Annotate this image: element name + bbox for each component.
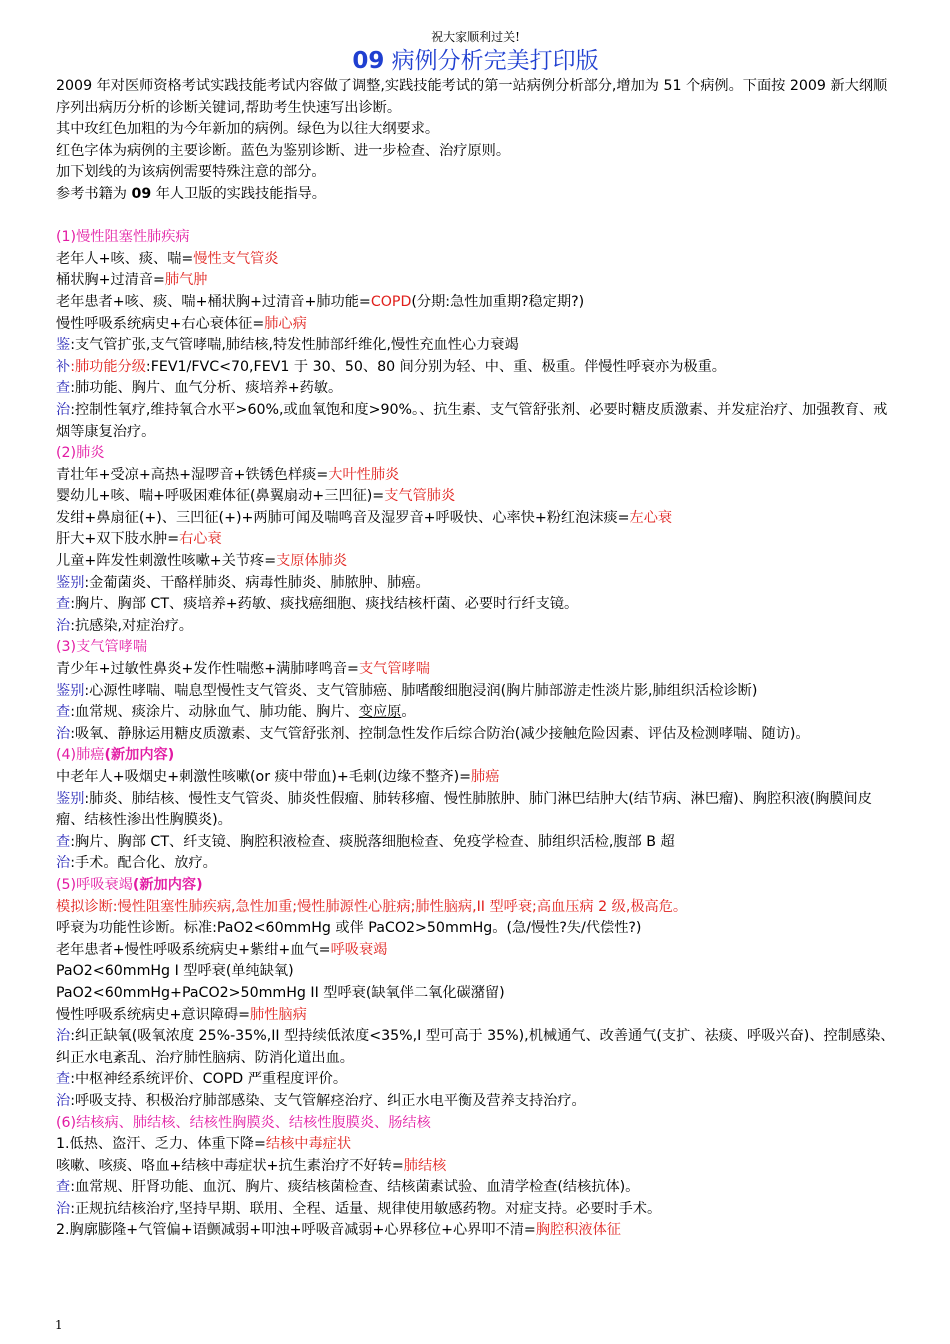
case-line: 发绀+鼻扇征(+)、三凹征(+)+两肺可闻及喘鸣音及湿罗音+呼吸快、心率快+粉红泡沫痰=左心衰: [56, 509, 673, 526]
differential-line: 鉴:支气管扩张,支气管哮喘,肺结核,特发性肺部纤维化,慢性充血性心力衰竭: [56, 337, 519, 354]
case-line: 咳嗽、咳痰、咯血+结核中毒症状+抗生素治疗不好转=肺结核: [56, 1157, 447, 1174]
page-number: 1: [55, 1318, 63, 1332]
section-heading: (5)呼吸衰竭(新加内容): [56, 876, 203, 893]
standard-line: 呼衰为功能性诊断。标准:PaO2<60mmHg 或伴 PaCO2>50mmHg。(急/慢性?失/代偿性?): [56, 920, 642, 937]
case-line: 1.低热、盗汗、乏力、体重下降=结核中毒症状: [56, 1136, 352, 1153]
differential-line: 鉴别:心源性哮喘、喘息型慢性支气管炎、支气管肺癌、肺嗜酸细胞浸润(胸片肺部游走性淡片影,肺组织活检诊断): [56, 682, 758, 699]
intro-line: 红色字体为病例的主要诊断。蓝色为鉴别诊断、进一步检查、治疗原则。: [56, 142, 511, 159]
case-line: 老年患者+慢性呼吸系统病史+紫绀+血气=呼吸衰竭: [56, 941, 388, 958]
exam-line: 查:血常规、肝肾功能、血沉、胸片、痰结核菌检查、结核菌素试验、血清学检查(结核抗体)。: [56, 1179, 640, 1196]
exam-line: 查:血常规、痰涂片、动脉血气、肺功能、胸片、变应原。: [56, 704, 416, 721]
case-line: 中老年人+吸烟史+刺激性咳嗽(or 痰中带血)+毛刺(边缘不整齐)=肺癌: [56, 769, 500, 785]
case-line: 青少年+过敏性鼻炎+发作性喘憋+满肺哮鸣音=支气管哮喘: [56, 661, 430, 678]
case-line: 桶状胸+过清音=肺气肿: [56, 272, 208, 289]
intro-line: 2009 年对医师资格考试实践技能考试内容做了调整,实践技能考试的第一站病例分析部分,增加为 51 个病例。下面按 2009 新大纲顺序列出病历分析的诊断关键词,帮助考生快速写出诊断。: [56, 78, 888, 116]
treatment-line: 治:呼吸支持、积极治疗肺部感染、支气管解痉治疗、纠正水电平衡及营养支持治疗。: [56, 1092, 586, 1109]
treatment-line: 治:吸氧、静脉运用糖皮质激素、支气管舒张剂、控制急性发作后综合防治(减少接触危险因素、评估及检测哮喘、随访)。: [56, 725, 810, 742]
section-heading: (2)肺炎: [56, 445, 105, 462]
treatment-line: 治:控制性氧疗,维持氧合水平>60%,或血氧饱和度>90%。、抗生素、支气管舒张剂、必要时糖皮质激素、并发症治疗、加强教育、戒烟等康复治疗。: [56, 401, 888, 440]
section-pneumonia: [56, 443, 895, 637]
case-line: 儿童+阵发性刺激性咳嗽+关节疼=支原体肺炎: [56, 553, 348, 570]
exam-line: 查:肺功能、胸片、血气分析、痰培养+药敏。: [56, 380, 343, 397]
section-heading: (6)结核病、肺结核、结核性胸膜炎、结核性腹膜炎、肠结核: [56, 1114, 431, 1131]
case-line: PaO2<60mmHg I 型呼衰(单纯缺氧): [56, 963, 294, 980]
treatment-line: 治:手术。配合化、放疗。: [56, 855, 217, 872]
treatment-line: 治:纠正缺氧(吸氧浓度 25%-35%,II 型持续低浓度<35%,I 型可高于 35%),机械通气、改善通气(支扩、祛痰、呼吸兴奋)、控制感染、纠正水电紊乱、治疗肺性脑病、防消化道出血。: [56, 1028, 895, 1066]
case-line: 老年患者+咳、痰、喘+桶状胸+过清音+肺功能=COPD(分期:急性加重期?稳定期?): [56, 293, 585, 310]
case-line: 慢性呼吸系统病史+右心衰体征=肺心病: [56, 315, 307, 332]
section-asthma: [56, 637, 895, 745]
case-line: PaO2<60mmHg+PaCO2>50mmHg II 型呼衰(缺氧伴二氧化碳潴留): [56, 984, 505, 1001]
section-lung-cancer: [56, 745, 895, 875]
intro-line: 加下划线的为该病例需要特殊注意的部分。: [56, 164, 326, 181]
case-line: 慢性呼吸系统病史+意识障碍=肺性脑病: [56, 1006, 307, 1023]
section-respiratory-failure: [56, 875, 895, 1113]
treatment-line: 治:抗感染,对症治疗。: [56, 617, 193, 634]
case-line: 2.胸廓膨隆+气管偏+语颤减弱+叩浊+呼吸音减弱+心界移位+心界叩不清=胸腔积液体征: [56, 1222, 621, 1239]
case-line: 青壮年+受凉+高热+湿啰音+铁锈色样痰=大叶性肺炎: [56, 466, 400, 483]
intro-line: 其中玫红色加粗的为今年新加的病例。绿色为以往大纲要求。: [56, 121, 440, 138]
section-copd: [56, 227, 895, 443]
treatment-line: 治:正规抗结核治疗,坚持早期、联用、全程、适量、规律使用敏感药物。对症支持。必要时手术。: [56, 1200, 662, 1217]
exam-line: 查:胸片、胸部 CT、痰培养+药敏、痰找癌细胞、痰找结核杆菌、必要时行纤支镜。: [56, 596, 579, 613]
simulated-diagnosis: 模拟诊断:慢性阻塞性肺疾病,急性加重;慢性肺源性心脏病;肺性脑病,II 型呼衰;高血压病 2 级,极高危。: [56, 898, 688, 915]
page-title: 09 病例分析完美打印版: [352, 48, 599, 74]
exam-line: 查:胸片、胸部 CT、纤支镜、胸腔积液检查、痰脱落细胞检查、免疫学检查、肺组织活检,腹部 B 超: [56, 833, 675, 850]
differential-line: 鉴别:肺炎、肺结核、慢性支气管炎、肺炎性假瘤、肺转移瘤、慢性肺脓肿、肺门淋巴结肿大(结节病、淋巴瘤)、胸腔积液(胸膜间皮瘤、结核性渗出性胸膜炎)。: [56, 790, 872, 829]
intro-line: 参考书籍为 09 年人卫版的实践技能指导。: [56, 185, 326, 202]
case-line: 肝大+双下肢水肿=右心衰: [56, 531, 222, 548]
section-heading: (1)慢性阻塞性肺疾病: [56, 229, 190, 246]
spacer: [56, 206, 895, 228]
section-heading: (4)肺癌(新加内容): [56, 747, 175, 764]
section-heading: (3)支气管哮喘: [56, 639, 148, 656]
supplement-line: 补:肺功能分级:FEV1/FVC<70,FEV1 于 30、50、80 间分别为轻、中、重、极重。伴慢性呼衰亦为极重。: [56, 358, 726, 375]
case-line: 老年人+咳、痰、喘=慢性支气管炎: [56, 250, 279, 267]
header-note: 祝大家顺利过关!: [431, 30, 520, 44]
exam-line: 查:中枢神经系统评价、COPD 严重程度评价。: [56, 1071, 348, 1088]
intro: [56, 76, 895, 206]
differential-line: 鉴别:金葡菌炎、干酪样肺炎、病毒性肺炎、肺脓肿、肺癌。: [56, 574, 430, 591]
section-tuberculosis: [56, 1113, 895, 1243]
case-line: 婴幼儿+咳、喘+呼吸困难体征(鼻翼扇动+三凹征)=支气管肺炎: [56, 488, 456, 505]
